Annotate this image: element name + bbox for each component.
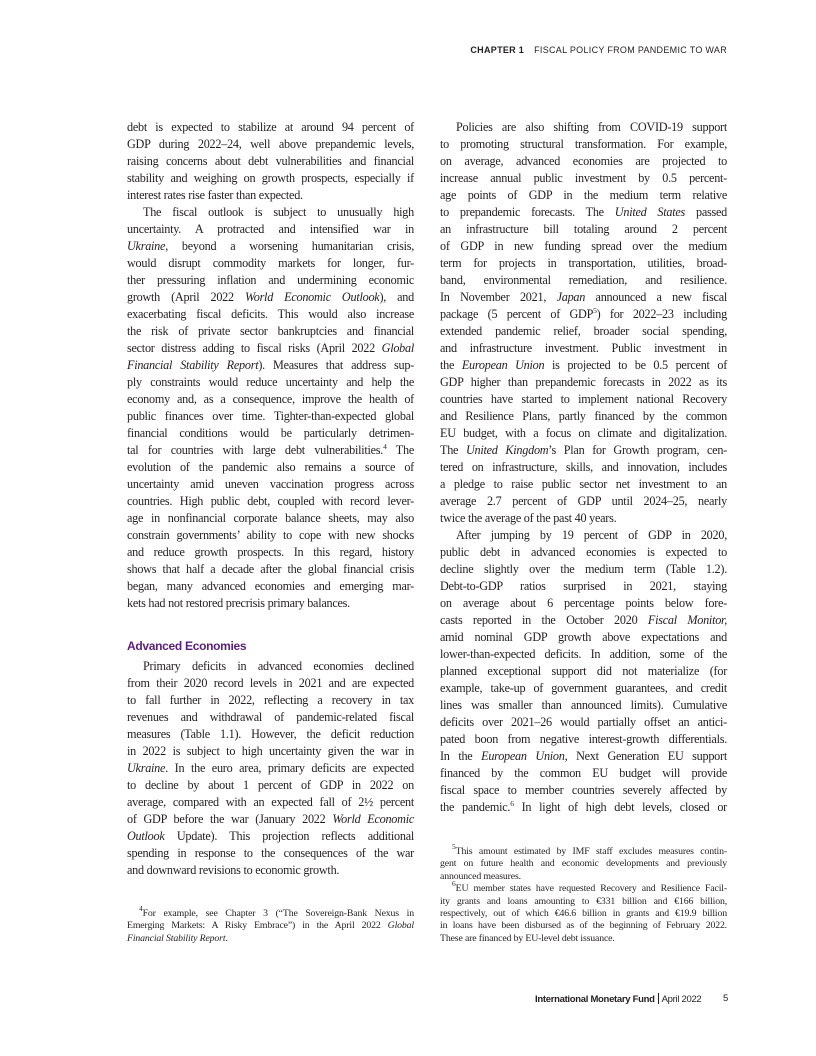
running-header — [470, 45, 727, 55]
text-run: countries have started to implement national Recovery — [440, 392, 727, 406]
text-line — [440, 578, 727, 595]
text-line — [440, 612, 727, 629]
text-run: twice the average of the past 40 years. — [440, 511, 617, 525]
text-run: to fall further in 2022, reflecting a recovery in tax — [127, 693, 414, 707]
text-run: Policies are also shifting from COVID-19 support — [456, 120, 727, 134]
text-line — [127, 170, 414, 187]
italic-text: Financial Stability Report — [127, 358, 259, 372]
text-run: extended pandemic relief, broader social spending, — [440, 324, 727, 338]
text-line — [127, 828, 414, 845]
body-text-before-heading — [127, 119, 414, 612]
paragraph — [127, 658, 414, 879]
text-run: financed by the common EU budget will provide — [440, 766, 727, 780]
text-run: ply constraints would reduce uncertainty and help the — [127, 375, 414, 389]
text-line — [440, 871, 727, 883]
text-line — [127, 153, 414, 170]
paragraph — [127, 204, 414, 612]
text-run: . In the euro area, primary deficits are expected — [165, 761, 414, 775]
text-line — [127, 777, 414, 794]
text-run: of GDP before the war (January 2022 — [127, 812, 333, 826]
text-run: and infrastructure investment. Public investment in — [440, 341, 727, 355]
italic-text: Ukraine — [127, 239, 166, 253]
text-run: Debt-to-GDP ratios surprised in 2021, staying — [440, 579, 727, 593]
text-line — [127, 289, 414, 306]
text-run: package (5 percent of GDP — [440, 307, 594, 321]
text-line — [440, 646, 727, 663]
text-run: deficits over 2021–26 would partially offset an antici- — [440, 715, 727, 729]
text-run: average 2.7 percent of GDP until 2024–25, nearly — [440, 494, 727, 508]
text-run: The — [386, 443, 414, 457]
text-run: GDP during 2022–24, well above prepandemic levels, — [127, 137, 414, 151]
footnote-marker: 4 — [139, 904, 143, 913]
footer-divider — [658, 993, 659, 1004]
text-run: revenues and withdrawal of pandemic-related fiscal — [127, 710, 414, 724]
text-line — [440, 510, 727, 527]
text-run: constrain governments’ ability to cope with new shocks — [127, 528, 414, 542]
paragraph — [127, 119, 414, 204]
text-line — [127, 544, 414, 561]
text-run: For example, see Chapter 3 (“The Sovereign-Bank Nexus in — [142, 908, 414, 919]
text-run: of GDP in new funding spread over the medium — [440, 239, 727, 253]
text-line — [440, 527, 727, 544]
text-line — [127, 760, 414, 777]
text-line — [127, 306, 414, 323]
text-line — [440, 858, 727, 870]
footnotes-left — [127, 904, 414, 945]
text-run: to prepandemic forecasts. The — [440, 205, 615, 219]
text-run: a pledge to raise public sector net investment to an — [440, 477, 727, 491]
text-line — [440, 896, 727, 908]
footnote — [127, 904, 414, 945]
italic-text: Outlook — [127, 829, 165, 843]
text-line — [440, 842, 727, 858]
text-run: decline slightly over the medium term (Table 1.2). — [440, 562, 727, 576]
text-run: In light of high debt levels, closed or — [513, 800, 727, 814]
text-line — [440, 493, 727, 510]
text-run: term for projects in transportation, utilities, broad- — [440, 256, 727, 270]
text-run: in 2022 is subject to high uncertainty given the war in — [127, 744, 414, 758]
text-run: economy and, as a consequence, improve the health of — [127, 392, 414, 406]
text-line — [127, 726, 414, 743]
text-run: These are financed by EU-level debt issuance. — [440, 932, 615, 944]
text-run: announced measures. — [440, 870, 521, 882]
text-run: an infrastructure bill totaling around 2 percent — [440, 222, 727, 236]
italic-text: Fiscal Monitor, — [647, 613, 727, 627]
body-text-after-heading — [127, 658, 414, 879]
text-line — [440, 204, 727, 221]
text-run: , Next Generation EU support — [564, 749, 727, 763]
text-line — [440, 629, 727, 646]
text-run: financial conditions would be particularly detrimen- — [127, 426, 414, 440]
text-line — [440, 391, 727, 408]
text-run: Update). This projection reflects additional — [164, 829, 414, 843]
text-line — [440, 136, 727, 153]
text-run: to decline by about 1 percent of GDP in 2022 on — [127, 778, 414, 792]
text-run: and Resilience Plans, partly financed by the common — [440, 409, 727, 423]
text-run: public finances over time. Tighter-than-expected global — [127, 409, 414, 423]
footnote — [440, 842, 727, 883]
text-line — [127, 340, 414, 357]
text-line — [127, 904, 414, 920]
text-line — [440, 879, 727, 895]
text-line — [440, 119, 727, 136]
text-run: After jumping by 19 percent of GDP in 2020, — [456, 528, 727, 542]
left-column — [127, 119, 414, 879]
footnote-marker: 4 — [383, 442, 387, 451]
text-run: to promoting structural transformation. For example, — [440, 137, 727, 151]
text-line — [127, 692, 414, 709]
text-run: and reduce growth prospects. In this regard, history — [127, 545, 414, 559]
text-line — [127, 238, 414, 255]
text-run: passed — [685, 205, 727, 219]
footnote-marker: 5 — [452, 842, 456, 851]
text-run: debt is expected to stabilize at around 94 percent of — [127, 120, 414, 134]
text-line — [440, 680, 727, 697]
text-line — [440, 306, 727, 323]
text-line — [440, 595, 727, 612]
text-line — [440, 272, 727, 289]
text-line — [440, 663, 727, 680]
text-line — [440, 933, 727, 945]
text-line — [440, 238, 727, 255]
text-line — [127, 204, 414, 221]
text-line — [440, 170, 727, 187]
text-run: EU budget, with a focus on climate and digitalization. — [440, 426, 727, 440]
text-line — [440, 731, 727, 748]
text-run: The fiscal outlook is subject to unusually high — [143, 205, 414, 219]
text-run: growth (April 2022 — [127, 290, 245, 304]
text-line — [440, 425, 727, 442]
paragraph — [440, 527, 727, 816]
text-line — [127, 391, 414, 408]
text-run: sector distress adding to fiscal risks (April 2022 — [127, 341, 382, 355]
text-line — [127, 811, 414, 828]
text-line — [127, 459, 414, 476]
text-run: age in nonfinancial corporate balance sheets, may also — [127, 511, 414, 525]
italic-text: Japan — [556, 290, 586, 304]
text-line — [440, 561, 727, 578]
text-run: tered on infrastructure, skills, and innovation, includes — [440, 460, 727, 474]
text-line — [440, 714, 727, 731]
text-run: shows that half a decade after the global financial crisis — [127, 562, 414, 576]
text-line — [440, 765, 727, 782]
text-run: spending in response to the consequences of the war — [127, 846, 414, 860]
text-run: and downward revisions to economic growth. — [127, 863, 340, 877]
paragraph — [440, 119, 727, 527]
text-run: average, compared with an expected fall of 2½ percent — [127, 795, 414, 809]
text-run: in loans have been disbursed as of the beginning of February 2022. — [440, 920, 727, 932]
text-line — [440, 748, 727, 765]
footnote-marker: 6 — [452, 879, 456, 889]
text-run: example, take-up of government guarantees, and credit — [440, 681, 727, 695]
italic-text: European Union — [461, 358, 545, 372]
text-line — [127, 136, 414, 153]
footnote-marker: 6 — [510, 799, 514, 808]
text-run: from their 2020 record levels in 2021 and are expected — [127, 676, 414, 690]
text-line — [127, 794, 414, 811]
text-line — [127, 187, 414, 204]
text-run: on average, advanced economies are projected to — [440, 154, 727, 168]
text-run: began, many advanced economies and emerging mar- — [127, 579, 414, 593]
text-run: lines was smaller than announced limits). Cumulative — [440, 698, 727, 712]
text-line — [127, 119, 414, 136]
text-run: band, environmental remediation, and resilience. — [440, 273, 727, 287]
text-line — [440, 187, 727, 204]
text-run: casts reported in the October 2020 — [440, 613, 648, 627]
text-run: interest rates rise faster than expected. — [127, 188, 303, 202]
italic-text: United Kingdom — [465, 443, 549, 457]
text-run: ity grants and loans amounting to €331 billion and €166 billion, — [440, 895, 727, 907]
text-run: In November 2021, — [440, 290, 557, 304]
text-line — [440, 153, 727, 170]
text-run: on average about 6 percentage points below fore- — [440, 596, 727, 610]
text-run: would disrupt commodity markets for longer, fur- — [127, 256, 414, 270]
chapter-label: CHAPTER 1 — [470, 45, 525, 55]
text-line — [127, 272, 414, 289]
italic-text: United States — [614, 205, 686, 219]
page-number: 5 — [723, 993, 729, 1004]
text-line — [440, 697, 727, 714]
text-line — [127, 561, 414, 578]
text-line — [127, 845, 414, 862]
text-line — [127, 408, 414, 425]
text-line — [440, 908, 727, 920]
text-line — [127, 255, 414, 272]
italic-text: World Economic Outlook — [244, 290, 380, 304]
text-line — [127, 221, 414, 238]
text-line — [127, 527, 414, 544]
text-run: . — [225, 932, 228, 944]
text-line — [440, 476, 727, 493]
text-line — [440, 408, 727, 425]
text-line — [127, 675, 414, 692]
text-run: respectively, out of which €46.6 billion in grants and €19.9 billion — [440, 907, 727, 919]
text-line — [440, 442, 727, 459]
text-run: fiscal space to member countries severely affected by — [440, 783, 727, 797]
publisher-name: International Monetary Fund — [535, 994, 655, 1005]
text-run: Primary deficits in advanced economies declined — [143, 659, 414, 673]
text-run: uncertainty. A protracted and intensified war in — [127, 222, 414, 236]
text-line — [440, 357, 727, 374]
text-run: ). Measures that address sup- — [258, 358, 414, 372]
text-run: ’s Plan for Growth program, cen- — [548, 443, 727, 457]
text-run: public debt in advanced economies is expected to — [440, 545, 727, 559]
text-line — [127, 595, 414, 612]
page-footer — [535, 993, 701, 1005]
text-run: ther pressuring inflation and undermining economic — [127, 273, 414, 287]
text-run: lower-than-expected deficits. In addition, some of the — [440, 647, 727, 661]
text-run: age points of GDP in the medium term relative — [440, 188, 727, 202]
right-column — [440, 119, 727, 816]
text-run: gent on future health and economic developments and previously — [440, 858, 727, 870]
text-run: evolution of the pandemic also remains a source of — [127, 460, 414, 474]
text-line — [440, 782, 727, 799]
italic-text: Ukraine — [127, 761, 166, 775]
text-line — [127, 933, 414, 945]
text-line — [127, 493, 414, 510]
text-line — [440, 289, 727, 306]
text-run: raising concerns about debt vulnerabilities and financial — [127, 154, 414, 168]
text-run: the — [440, 358, 462, 372]
body-text — [440, 119, 727, 816]
footnote-marker: 5 — [593, 306, 597, 315]
text-run: measures (Table 1.1). However, the deficit reduction — [127, 727, 414, 741]
text-run: exacerbating fiscal deficits. This would also increase — [127, 307, 414, 321]
italic-text: European Union — [481, 749, 565, 763]
text-line — [440, 255, 727, 272]
text-run: the risk of private sector bankruptcies and financial — [127, 324, 414, 338]
text-run: EU member states have requested Recovery and Resilience Facil- — [455, 883, 727, 895]
text-run: pated boon from negative interest-growth differentials. — [440, 732, 727, 746]
text-run: This amount estimated by IMF staff excludes measures contin- — [455, 846, 727, 857]
text-run: kets had not restored precrisis primary balances. — [127, 596, 350, 610]
text-run: uncertainty amid uneven vaccination progress across — [127, 477, 414, 491]
text-run: tal for countries with large debt vulnerabilities. — [127, 443, 384, 457]
text-run: planned exceptional support did not materialize (for — [440, 664, 727, 678]
text-run: increase annual public investment by 0.5 percent- — [440, 171, 727, 185]
text-run: In the — [440, 749, 482, 763]
footnotes-right — [440, 842, 727, 945]
text-run: is projected to be 0.5 percent of — [544, 358, 728, 372]
footnote — [440, 879, 727, 945]
text-run: ) for 2022–23 including — [596, 307, 727, 321]
text-run: Emerging Markets: A Risky Embrace”) in the April 2022 — [127, 920, 388, 932]
text-run: The — [440, 443, 466, 457]
text-line — [127, 862, 414, 879]
text-line — [127, 510, 414, 527]
text-line — [127, 709, 414, 726]
text-line — [440, 920, 727, 932]
text-run: the pandemic. — [440, 800, 511, 814]
italic-text: Financial Stability Report — [127, 932, 226, 944]
text-line — [440, 799, 727, 816]
text-run: countries. High public debt, coupled with record lever- — [127, 494, 414, 508]
text-run: announced a new fiscal — [585, 290, 728, 304]
text-line — [127, 442, 414, 459]
italic-text: Global — [381, 341, 414, 355]
text-line — [127, 743, 414, 760]
text-line — [127, 658, 414, 675]
text-line — [440, 221, 727, 238]
text-line — [440, 459, 727, 476]
italic-text: Global — [387, 920, 414, 932]
text-line — [127, 578, 414, 595]
text-line — [127, 357, 414, 374]
text-run: GDP higher than prepandemic forecasts in 2022 as its — [440, 375, 727, 389]
text-line — [127, 323, 414, 340]
text-line — [127, 374, 414, 391]
text-line — [440, 323, 727, 340]
publication-date: April 2022 — [661, 994, 702, 1005]
text-run: amid nominal GDP growth above expectations and — [440, 630, 727, 644]
chapter-title: FISCAL POLICY FROM PANDEMIC TO WAR — [534, 45, 727, 55]
text-line — [440, 374, 727, 391]
section-heading: Advanced Economies — [127, 639, 247, 653]
text-line — [127, 920, 414, 932]
text-run: stability and weighing on growth prospects, especially if — [127, 171, 414, 185]
text-run: , beyond a worsening humanitarian crisis, — [165, 239, 414, 253]
text-run: ), and — [379, 290, 414, 304]
text-line — [127, 476, 414, 493]
text-line — [440, 340, 727, 357]
text-line — [127, 425, 414, 442]
text-line — [440, 544, 727, 561]
italic-text: World Economic — [332, 812, 414, 826]
